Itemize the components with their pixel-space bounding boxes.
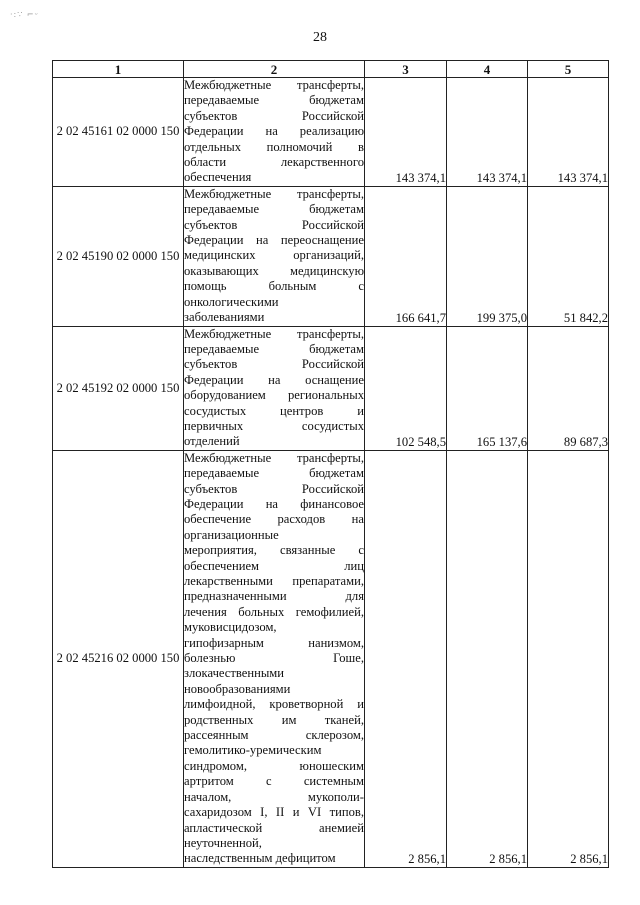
description-line: Межбюджетные трансферты, — [184, 326, 364, 341]
description-line: оборудованием региональных — [184, 388, 364, 403]
description-line: субъектов Российской — [184, 357, 364, 372]
description-line: передаваемые бюджетам — [184, 466, 364, 481]
budget-code: 2 02 45216 02 0000 150 — [53, 450, 184, 867]
amount-column-5: 2 856,1 — [528, 450, 609, 867]
description-line: гемолитико-уремическим — [184, 743, 322, 758]
transfer-description — [184, 450, 365, 867]
column-header-2: 2 — [184, 61, 365, 78]
description-line: мероприятия, связанные с — [184, 543, 364, 558]
description-line: заболеваниями — [184, 310, 265, 325]
description-line: передаваемые бюджетам — [184, 202, 364, 217]
description-line: неуточненной, — [184, 835, 262, 850]
description-line: медицинских организаций, — [184, 248, 364, 263]
table-row — [53, 186, 609, 326]
column-header-4: 4 — [447, 61, 528, 78]
column-header-1: 1 — [53, 61, 184, 78]
description-line: оказывающих медицинскую — [184, 263, 364, 278]
scan-artifact: ·:∵ ⌐ᵕ — [10, 10, 39, 19]
description-line: апластической анемией — [184, 820, 364, 835]
description-line: субъектов Российской — [184, 108, 364, 123]
description-line: отдельных полномочий в — [184, 139, 364, 154]
amount-column-5: 143 374,1 — [528, 78, 609, 187]
amount-column-3: 2 856,1 — [365, 450, 447, 867]
budget-table — [52, 60, 609, 868]
description-line: области лекарственного — [184, 155, 364, 170]
amount-column-4: 143 374,1 — [447, 78, 528, 187]
column-header-5: 5 — [528, 61, 609, 78]
description-line: гипофизарным нанизмом, — [184, 635, 364, 650]
description-line: сосудистых центров и — [184, 403, 364, 418]
table-row — [53, 326, 609, 450]
description-line: наследственным дефицитом — [184, 851, 336, 866]
description-line: артритом с системным — [184, 774, 364, 789]
budget-code: 2 02 45190 02 0000 150 — [53, 186, 184, 326]
amount-column-4: 165 137,6 — [447, 326, 528, 450]
description-line: Федерации на оснащение — [184, 372, 364, 387]
transfer-description — [184, 326, 365, 450]
description-line: обеспечение расходов на — [184, 512, 364, 527]
description-line: предназначенными для — [184, 589, 364, 604]
table-row — [53, 450, 609, 867]
description-line: Федерации на реализацию — [184, 124, 364, 139]
description-line: Федерации на переоснащение — [184, 233, 364, 248]
amount-column-3: 102 548,5 — [365, 326, 447, 450]
page-number: 28 — [313, 30, 327, 45]
description-line: первичных сосудистых — [184, 418, 364, 433]
description-line: лекарственными препаратами, — [184, 574, 364, 588]
description-line: сахаридозом I, II и VI типов, — [184, 805, 364, 820]
description-line: субъектов Российской — [184, 217, 364, 232]
description-line: Межбюджетные трансферты, — [184, 78, 364, 92]
amount-column-5: 89 687,3 — [528, 326, 609, 450]
transfer-description — [184, 78, 365, 187]
description-line: лимфоидной, кроветворной и — [184, 697, 364, 712]
description-line: родственных им тканей, — [184, 712, 364, 727]
description-line: обеспечения — [184, 170, 252, 185]
description-line: Межбюджетные трансферты, — [184, 186, 364, 201]
description-line: новообразованиями — [184, 681, 291, 696]
description-line: болезнью Гоше, — [184, 651, 364, 666]
table-header-row — [53, 61, 609, 78]
transfer-description — [184, 186, 365, 326]
budget-code: 2 02 45161 02 0000 150 — [53, 78, 184, 187]
column-header-3: 3 — [365, 61, 447, 78]
description-line: передаваемые бюджетам — [184, 93, 364, 108]
description-line: организационные — [184, 527, 279, 542]
table-row — [53, 78, 609, 187]
description-line: Межбюджетные трансферты, — [184, 450, 364, 465]
description-line: субъектов Российской — [184, 481, 364, 496]
description-line: рассеянным склерозом, — [184, 728, 364, 743]
description-line: передаваемые бюджетам — [184, 341, 364, 356]
description-line: Федерации на финансовое — [184, 496, 364, 511]
description-line: злокачественными — [184, 666, 285, 681]
description-line: помощь больным с — [184, 279, 364, 294]
description-line: синдромом, юношеским — [184, 758, 364, 773]
amount-column-3: 166 641,7 — [365, 186, 447, 326]
amount-column-4: 199 375,0 — [447, 186, 528, 326]
description-line: обеспечением лиц — [184, 558, 364, 573]
amount-column-4: 2 856,1 — [447, 450, 528, 867]
budget-code: 2 02 45192 02 0000 150 — [53, 326, 184, 450]
description-line: началом, мукополи- — [184, 789, 364, 804]
amount-column-5: 51 842,2 — [528, 186, 609, 326]
amount-column-3: 143 374,1 — [365, 78, 447, 187]
description-line: онкологическими — [184, 294, 279, 309]
description-line: отделений — [184, 434, 240, 449]
description-line: муковисцидозом, — [184, 620, 277, 635]
description-line: лечения больных гемофилией, — [184, 604, 364, 619]
